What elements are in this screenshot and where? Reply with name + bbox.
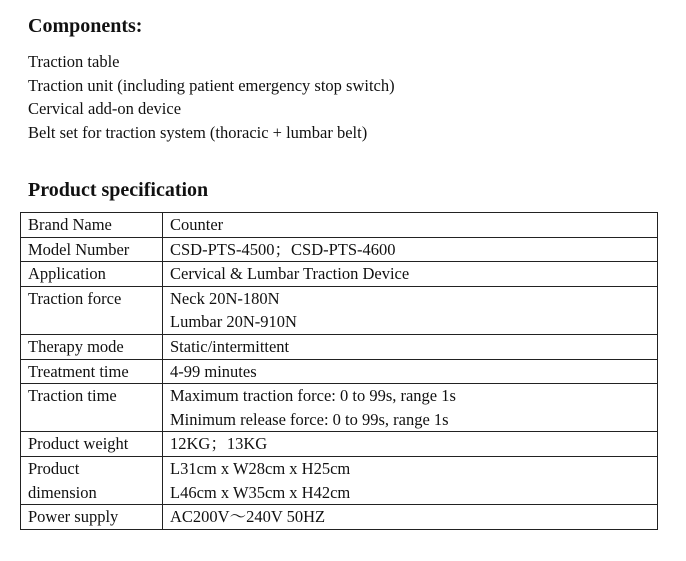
spec-value-text: Counter xyxy=(170,215,224,234)
spec-value-text: Minimum release force: 0 to 99s, range 1s xyxy=(170,409,449,429)
table-row xyxy=(21,359,658,384)
spec-label xyxy=(21,432,163,457)
spec-value xyxy=(163,505,658,530)
spec-label xyxy=(21,334,163,359)
spec-label xyxy=(21,359,163,384)
spec-value xyxy=(163,432,658,457)
spec-label xyxy=(21,286,163,334)
table-row xyxy=(21,334,658,359)
spec-label-text: Traction time xyxy=(28,386,117,406)
spec-value xyxy=(163,334,658,359)
spec-label xyxy=(21,456,163,504)
spec-value-text: AC200V～240V 50HZ xyxy=(170,507,326,527)
spec-value-text: CSD-PTS-4500；CSD-PTS-4600 xyxy=(170,239,396,259)
spec-value xyxy=(163,262,658,287)
components-list xyxy=(28,50,395,144)
spec-label-text: Therapy mode xyxy=(28,336,124,356)
spec-label-text: Traction force xyxy=(28,288,122,308)
spec-label-text: Product weight xyxy=(28,434,129,454)
spec-label xyxy=(21,213,163,238)
table-row xyxy=(21,432,658,457)
spec-value-text: Lumbar 20N-910N xyxy=(170,312,297,332)
spec-value xyxy=(163,213,658,238)
spec-value-text: 12KG；13KG xyxy=(170,434,268,454)
table-row xyxy=(21,286,658,334)
spec-value xyxy=(163,237,658,262)
spec-value-text: Maximum traction force: 0 to 99s, range 1s xyxy=(170,386,456,406)
spec-value-text: 4-99 minutes xyxy=(170,361,257,381)
list-item: Belt set for traction system (thoracic + lumbar belt) xyxy=(28,122,368,142)
spec-label xyxy=(21,262,163,287)
spec-label-text: Application xyxy=(28,264,106,284)
table-row xyxy=(21,237,658,262)
spec-value-text: Neck 20N-180N xyxy=(170,288,280,308)
table-row xyxy=(21,384,658,432)
spec-label-text: Brand Name xyxy=(28,215,112,234)
spec-table xyxy=(20,212,658,530)
spec-value xyxy=(163,456,658,504)
spec-value-text: Static/intermittent xyxy=(170,336,290,356)
table-row xyxy=(21,456,658,504)
spec-label xyxy=(21,505,163,530)
table-row xyxy=(21,262,658,287)
spec-label-text: dimension xyxy=(28,482,97,502)
spec-value xyxy=(163,384,658,432)
table-row xyxy=(21,505,658,530)
list-item: Traction table xyxy=(28,52,120,71)
spec-label xyxy=(21,237,163,262)
list-item: Traction unit (including patient emergency stop switch) xyxy=(28,75,395,95)
spec-value-text: Cervical & Lumbar Traction Device xyxy=(170,264,410,284)
spec-label-text: Product xyxy=(28,458,80,478)
spec-value-text: L31cm x W28cm x H25cm xyxy=(170,458,351,478)
spec-label-text: Power supply xyxy=(28,507,119,527)
spec-label xyxy=(21,384,163,432)
list-item: Cervical add-on device xyxy=(28,99,182,118)
spec-value xyxy=(163,286,658,334)
spec-label-text: Treatment time xyxy=(28,361,129,381)
spec-value xyxy=(163,359,658,384)
spec-label-text: Model Number xyxy=(28,239,130,259)
table-row xyxy=(21,213,658,238)
components-heading: Components: xyxy=(28,15,143,37)
spec-heading: Product specification xyxy=(28,179,209,201)
spec-value-text: L46cm x W35cm x H42cm xyxy=(170,482,351,502)
